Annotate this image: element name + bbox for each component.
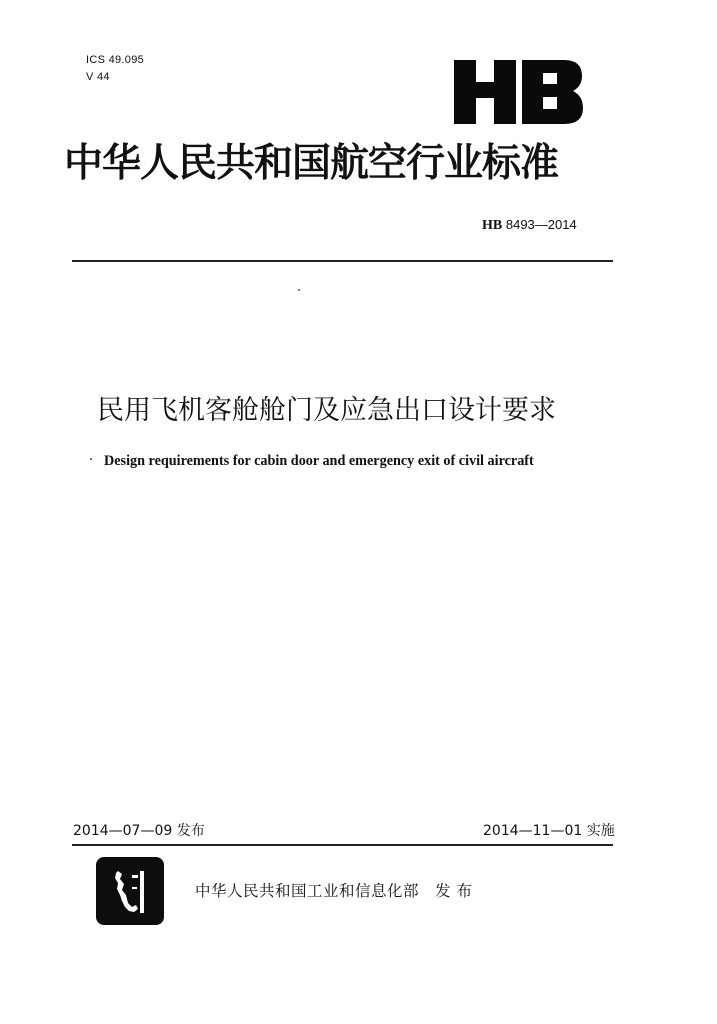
speck (90, 458, 92, 460)
document-title-en: Design requirements for cabin door and emergency exit of civil aircraft (104, 453, 534, 469)
top-divider (72, 260, 613, 262)
implementation-date: 2014—11—01 实施 (483, 823, 615, 839)
ministry-seal-icon (96, 857, 164, 925)
standard-organization-title: 中华人民共和国航空行业标准 (64, 141, 559, 186)
standard-code-prefix: HB (482, 218, 503, 233)
ics-code: ICS 49.095 (86, 54, 145, 66)
bottom-divider (72, 844, 613, 846)
speck (298, 289, 300, 291)
publisher-action: 发 布 (435, 882, 473, 900)
category-code: V 44 (86, 71, 110, 83)
publisher (195, 879, 472, 901)
standard-code-number: 8493—2014 (505, 217, 577, 232)
classification-codes (86, 52, 144, 86)
document-title-zh: 民用飞机客舱舱门及应急出口设计要求 (97, 395, 556, 426)
standard-code (482, 217, 577, 234)
hb-logo (452, 58, 585, 126)
issue-date: 2014—07—09 发布 (73, 823, 205, 839)
publisher-name: 中华人民共和国工业和信息化部 (195, 882, 420, 900)
